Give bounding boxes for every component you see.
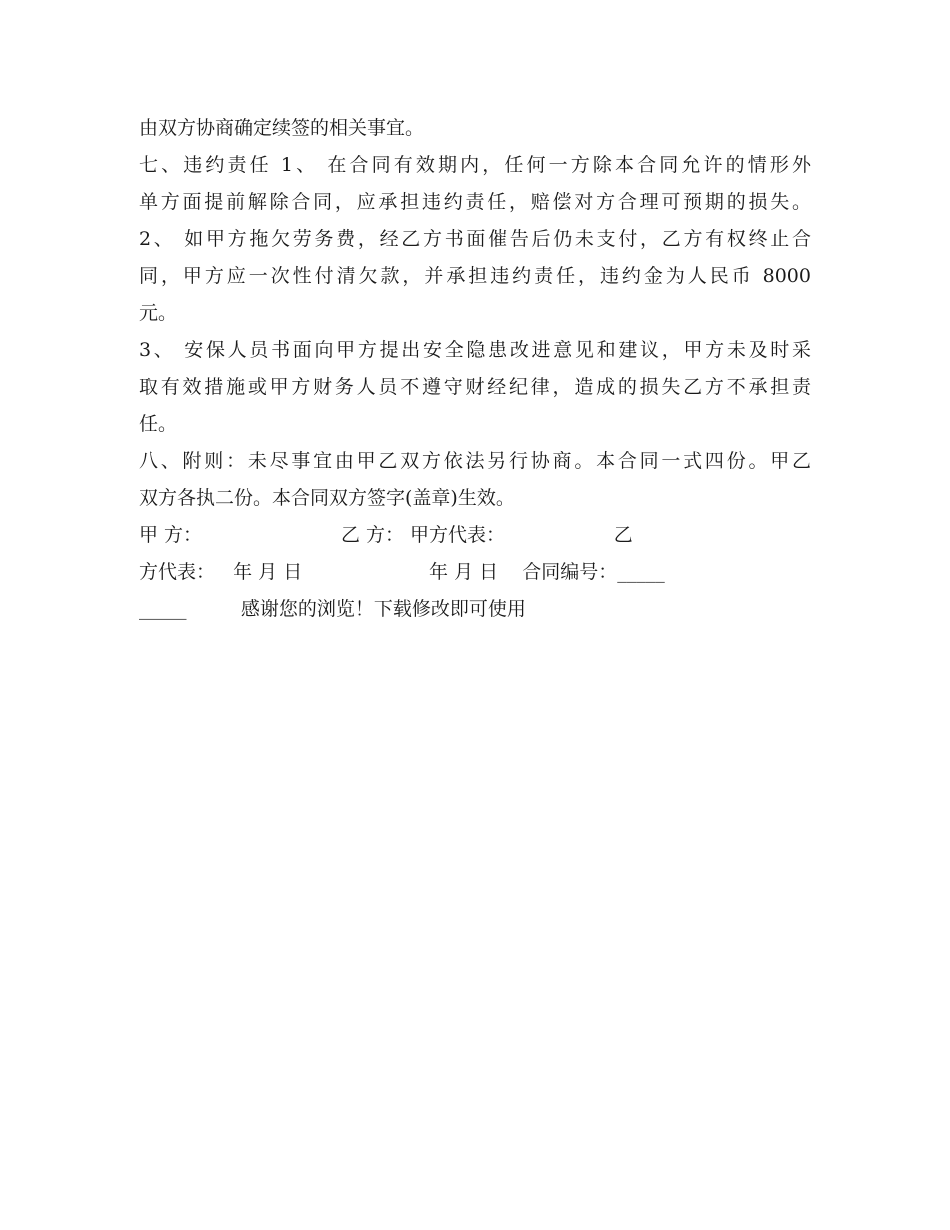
text-line-6: 元。 — [139, 302, 178, 324]
signature-line-1: 甲 方： 乙 方： 甲方代表： 乙 — [139, 524, 633, 546]
text-line-7: 3、 安保人员书面向甲方提出安全隐患改进意见和建议，甲方未及时采 — [139, 339, 811, 361]
text-line-9: 任。 — [139, 413, 178, 435]
text-line-1: 由双方协商确定续签的相关事宜。 — [139, 117, 425, 139]
text-line-10: 八、附则：未尽事宜由甲乙双方依法另行协商。本合同一式四份。甲乙 — [139, 450, 811, 472]
text-line-11: 双方各执二份。本合同双方签字(盖章)生效。 — [139, 487, 515, 509]
text-line-3: 单方面提前解除合同，应承担违约责任，赔偿对方合理可预期的损失。 — [139, 191, 811, 213]
text-line-4: 2、 如甲方拖欠劳务费，经乙方书面催告后仍未支付，乙方有权终止合 — [139, 228, 811, 250]
footer-line: _____ 感谢您的浏览！下载修改即可使用 — [139, 598, 526, 620]
signature-line-2: 方代表： 年 月 日 年 月 日 合同编号：_____ — [139, 561, 665, 583]
text-line-2: 七、违约责任 1、 在合同有效期内，任何一方除本合同允许的情形外 — [139, 154, 811, 176]
text-line-8: 取有效措施或甲方财务人员不遵守财经纪律，造成的损失乙方不承担责 — [139, 376, 811, 398]
text-line-5: 同，甲方应一次性付清欠款，并承担违约责任，违约金为人民币 8000 — [139, 265, 811, 287]
